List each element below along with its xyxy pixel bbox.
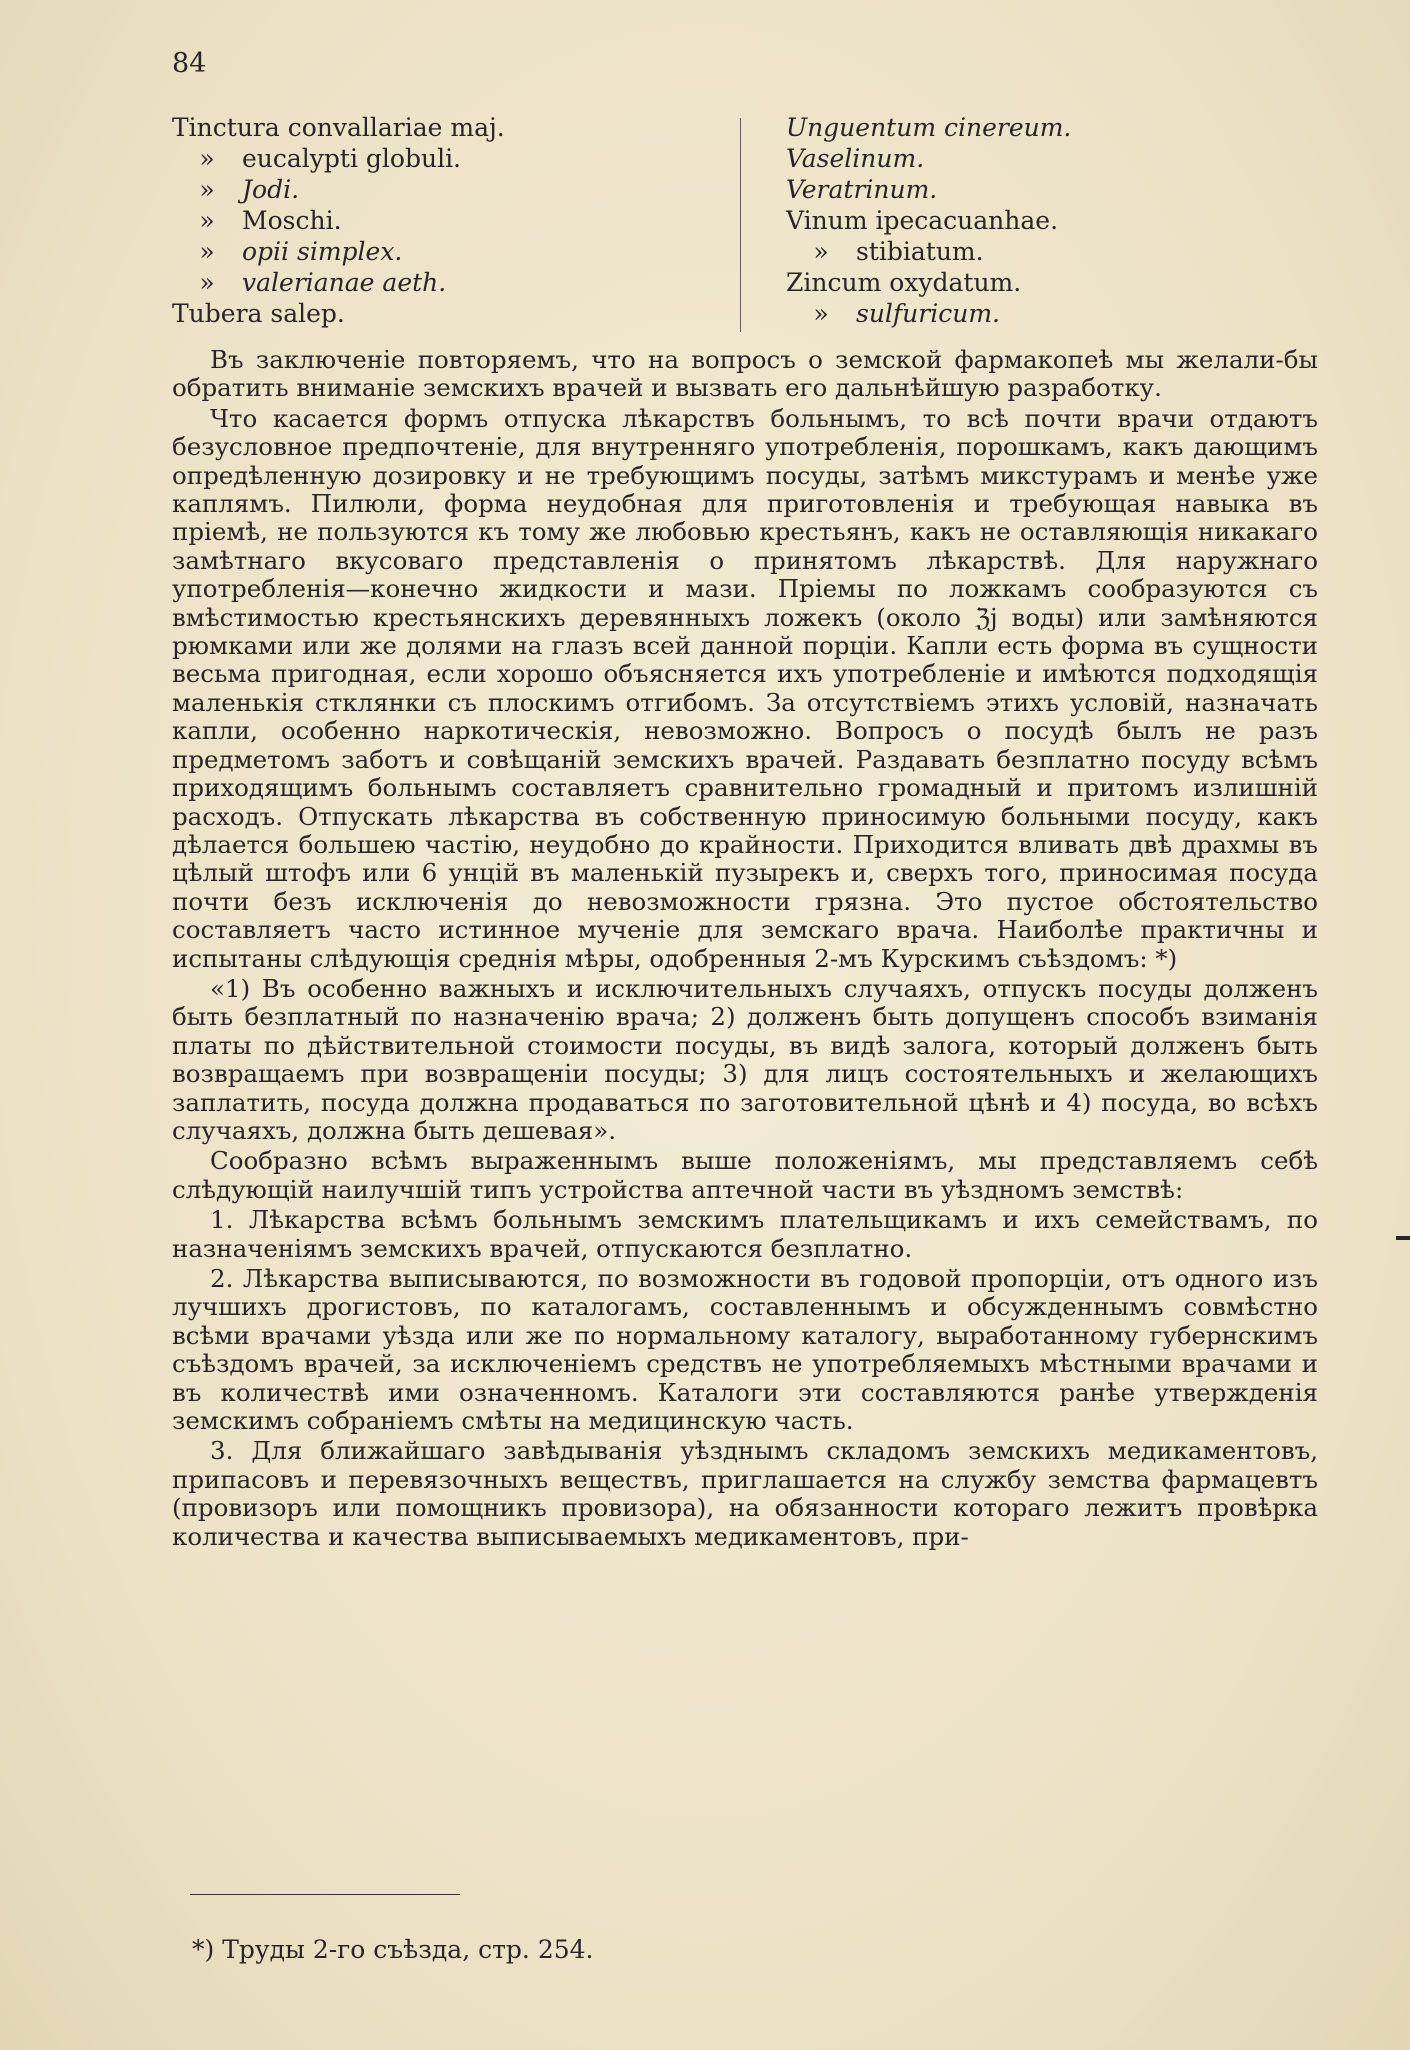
paragraph: Сообразно всѣмъ выраженнымъ выше положенiямъ, мы представляемъ себѣ слѣдующiй наилучшiй типъ устройства аптечной части въ уѣздномъ земствѣ: xyxy=(172,1146,1318,1204)
footnote: *) Труды 2-го съѣзда, стр. 254. xyxy=(192,1935,594,1964)
list-item: » valerianae aeth. xyxy=(199,268,447,297)
list-item: » eucalypti globuli. xyxy=(199,144,462,173)
column-divider xyxy=(740,118,741,332)
list-item: » stibiatum. xyxy=(813,237,984,266)
paragraph: 1. Лѣкарства всѣмъ больнымъ земскимъ плательщикамъ и ихъ семействамъ, по назначенiямъ земскихъ врачей, отпускаются безплатно. xyxy=(172,1205,1318,1263)
paragraph: 2. Лѣкарства выписываются, по возможности въ годовой пропорцiи, отъ одного изъ лучшихъ дрогистовъ, по каталогамъ, составленнымъ и обсужденнымъ совмѣстно всѣми врачами уѣзда или же по нормальному каталогу, выработанному губернскимъ съѣздомъ врачей, за исключенiемъ средствъ не употребляемыхъ мѣстными врачами и въ количествѣ ими означенномъ. Каталоги эти составляются ранѣе утвержденiя земскимъ собранiемъ смѣты на медицинскую часть. xyxy=(172,1264,1318,1436)
list-item: Veratrinum. xyxy=(786,175,938,204)
paragraph: Что касается формъ отпуска лѣкарствъ больнымъ, то всѣ почти врачи отдаютъ безусловное предпочтенiе, для внутренняго употребленiя, порошкамъ, какъ дающимъ опредѣленную дозировку и не требующимъ посуды, затѣмъ микстурамъ и менѣе уже каплямъ. Пилюли, форма неудобная для приготовленiя и требующая навыка въ прiемѣ, не пользуются къ тому же любовью крестьянъ, какъ не оставляющiя никакаго замѣтнаго вкусоваго представленiя о принятомъ лѣкарствѣ. Для наружнаго употребленiя—конечно жидкости и мази. Прiемы по ложкамъ сообразуются съ вмѣстимостью крестьянскихъ деревянныхъ ложекъ (около ℨj воды) или замѣняются рюмками или же долями на глазъ всей данной порцiи. Капли есть форма въ сущности весьма пригодная, если хорошо объясняется ихъ употребленiе и имѣются подходящiя маленькiя стклянки съ плоскимъ отгибомъ. За отсутствiемъ этихъ условiй, назначать капли, особенно наркотическiя, невозможно. Вопросъ о посудѣ былъ не разъ предметомъ заботъ и совѣщанiй земскихъ врачей. Раздавать безплатно посуду всѣмъ приходящимъ больнымъ составляетъ сравнительно громадный и притомъ излишнiй расходъ. Отпускать лѣкарства въ собственную приносимую больными посуду, какъ дѣлается большею частiю, неудобно до крайности. Приходится вливать двѣ драхмы въ цѣлый штофъ или 6 унцiй въ маленькiй пузырекъ и, сверхъ того, приносимая посуда почти безъ исключенiя до невозможности грязна. Это пустое обстоятельство составляетъ часто истинное мученiе для земскаго врача. Наиболѣе практичны и испытаны слѣдующiя среднiя мѣры, одобренныя 2-мъ Курскимъ съѣздомъ: *) xyxy=(172,403,1318,973)
list-item: Zincum oxydatum. xyxy=(786,268,1022,297)
footnote-rule xyxy=(190,1894,460,1895)
paragraph: 3. Для ближайшаго завѣдыванiя уѣзднымъ складомъ земскихъ медикаментовъ, припасовъ и перевязочныхъ веществъ, приглашается на службу земства фармацевтъ (провизоръ или помощникъ провизора), на обязанности котораго лежитъ провѣрка количества и качества выписываемыхъ медикаментовъ, при- xyxy=(172,1436,1318,1551)
list-item: » Jodi. xyxy=(199,175,300,204)
paragraph: Въ заключенiе повторяемъ, что на вопросъ о земской фармакопеѣ мы желали-бы обратить вниманiе земскихъ врачей и вызвать его дальнѣйшую разработку. xyxy=(172,345,1318,403)
list-item: » opii simplex. xyxy=(199,237,403,266)
list-item: Vaselinum. xyxy=(786,144,925,173)
page-number: 84 xyxy=(172,48,207,79)
margin-mark xyxy=(1396,1236,1410,1240)
list-item: Unguentum cinereum. xyxy=(786,113,1072,142)
list-item: Vinum ipecacuanhae. xyxy=(786,206,1059,235)
medicine-list-left xyxy=(172,112,732,329)
list-item: Tinctura convallariae maj. xyxy=(172,113,505,142)
paragraph: «1) Въ особенно важныхъ и исключительныхъ случаяхъ, отпускъ посуды долженъ быть безплатный по назначенiю врача; 2) долженъ быть допущенъ способъ взиманiя платы по дѣйствительной стоимости посуды, въ видѣ залога, который долженъ быть возвращаемъ при возвращенiи посуды; 3) для лицъ состоятельныхъ и желающихъ заплатить, посуда должна продаваться по заготовительной цѣнѣ и 4) посуда, во всѣхъ случаяхъ, должна быть дешевая». xyxy=(172,973,1318,1145)
medicine-list xyxy=(172,112,1172,334)
list-item: Tubera salep. xyxy=(172,299,345,328)
body-text xyxy=(172,346,1318,1553)
list-item: » Moschi. xyxy=(199,206,342,235)
list-item: » sulfuricum. xyxy=(813,299,1000,328)
medicine-list-right xyxy=(786,112,1206,329)
